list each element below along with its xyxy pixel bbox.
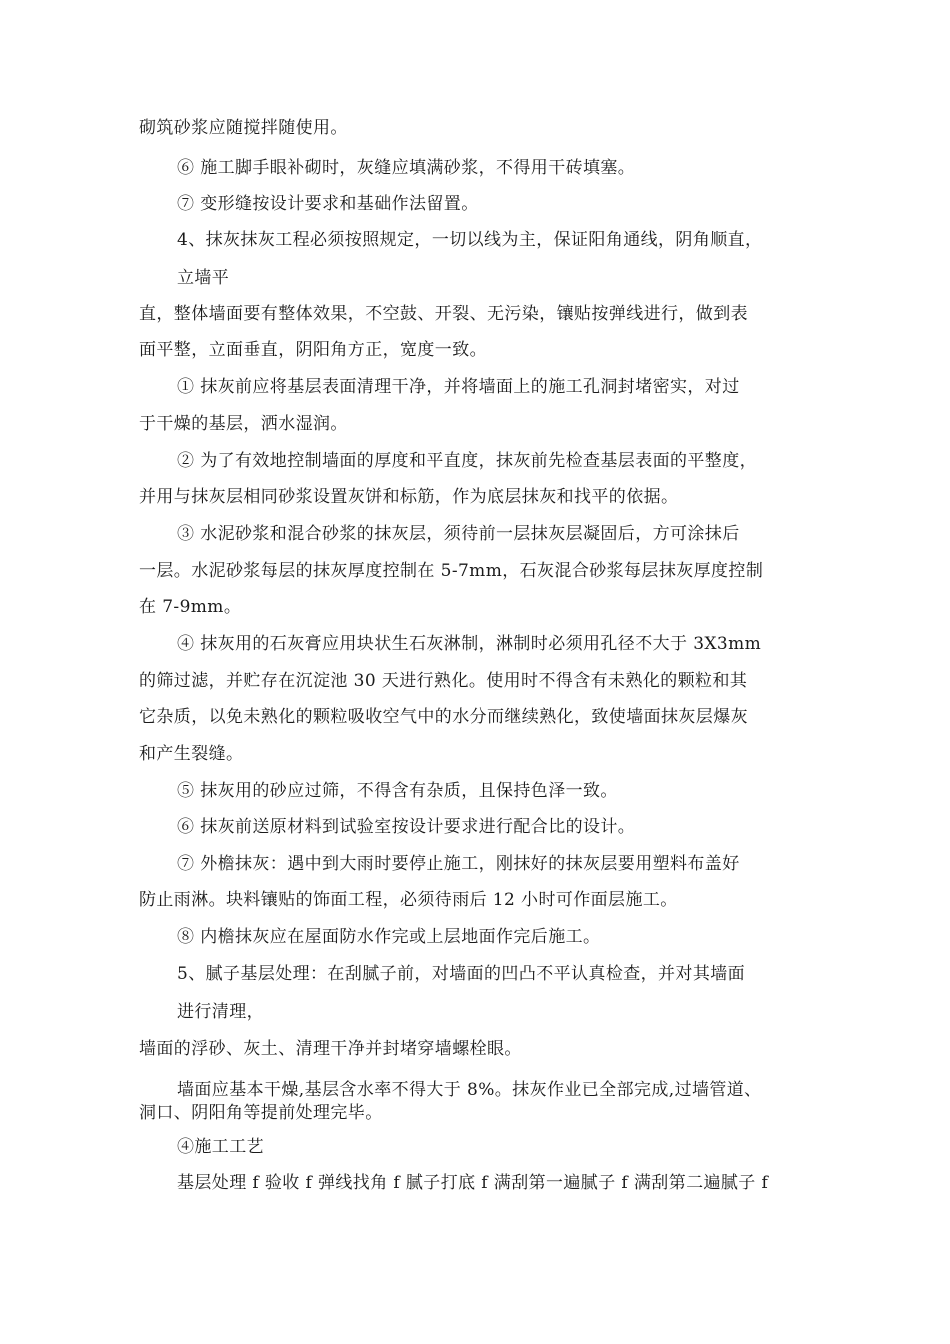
text-line: 砌筑砂浆应随搅拌随使用。 — [139, 118, 348, 138]
text-line: 墙面应基本干燥,基层含水率不得大于 8%。抹灰作业已全部完成,过墙管道、 — [177, 1080, 762, 1100]
text-line: ② 为了有效地控制墙面的厚度和平直度，抹灰前先检查基层表面的平整度， — [177, 451, 758, 471]
text-line: ⑧ 内檐抹灰应在屋面防水作完或上层地面作完后施工。 — [177, 927, 601, 947]
text-line: 和产生裂缝。 — [139, 744, 244, 764]
text-line: ⑦ 外檐抹灰：遇中到大雨时要停止施工，刚抹好的抹灰层要用塑料布盖好 — [177, 854, 740, 874]
text-line: 面平整，立面垂直，阴阳角方正，宽度一致。 — [139, 340, 487, 360]
text-line: ⑥ 施工脚手眼补砌时，灰缝应填满砂浆，不得用干砖填塞。 — [177, 158, 636, 178]
text-line: 进行清理， — [177, 1002, 264, 1022]
text-line: 于干燥的基层，洒水湿润。 — [139, 414, 348, 434]
text-line: 直，整体墙面要有整体效果，不空鼓、开裂、无污染，镶贴按弹线进行，做到表 — [139, 304, 748, 324]
text-line: 它杂质，以免未熟化的颗粒吸收空气中的水分而继续熟化，致使墙面抹灰层爆灰 — [139, 707, 748, 727]
text-line: 的筛过滤，并贮存在沉淀池 30 天进行熟化。使用时不得含有未熟化的颗粒和其 — [139, 671, 748, 691]
text-line: ③ 水泥砂浆和混合砂浆的抹灰层，须待前一层抹灰层凝固后，方可涂抹后 — [177, 524, 740, 544]
text-line: ⑥ 抹灰前送原材料到试验室按设计要求进行配合比的设计。 — [177, 817, 636, 837]
text-line: 在 7-9mm。 — [139, 597, 242, 617]
text-line: 墙面的浮砂、灰土、清理干净并封堵穿墙螺栓眼。 — [139, 1039, 522, 1059]
text-line: ① 抹灰前应将基层表面清理干净，并将墙面上的施工孔洞封堵密实，对过 — [177, 377, 740, 397]
text-line: ⑤ 抹灰用的砂应过筛，不得含有杂质，且保持色泽一致。 — [177, 781, 618, 801]
text-line: 洞口、阴阳角等提前处理完毕。 — [139, 1103, 383, 1123]
text-line: ④ 抹灰用的石灰膏应用块状生石灰淋制，淋制时必须用孔径不大于 3X3mm — [177, 634, 762, 654]
text-line: 立墙平 — [177, 268, 230, 288]
text-line: 5、腻子基层处理：在刮腻子前，对墙面的凹凸不平认真检查，并对其墙面 — [177, 964, 746, 984]
text-line: 防止雨淋。块料镶贴的饰面工程，必须待雨后 12 小时可作面层施工。 — [139, 890, 678, 910]
text-line: ⑦ 变形缝按设计要求和基础作法留置。 — [177, 194, 479, 214]
text-line: ④施工工艺 — [177, 1137, 264, 1157]
text-line: 4、抹灰抹灰工程必须按照规定，一切以线为主，保证阳角通线，阴角顺直， — [177, 230, 763, 250]
text-line: 基层处理 f 验收 f 弹线找角 f 腻子打底 f 满刮第一遍腻子 f 满刮第二遍腻子 f — [177, 1173, 769, 1193]
text-line: 并用与抹灰层相同砂浆设置灰饼和标筋，作为底层抹灰和找平的依据。 — [139, 487, 679, 507]
text-line: 一层。水泥砂浆每层的抹灰厚度控制在 5-7mm，石灰混合砂浆每层抹灰厚度控制 — [139, 561, 764, 581]
